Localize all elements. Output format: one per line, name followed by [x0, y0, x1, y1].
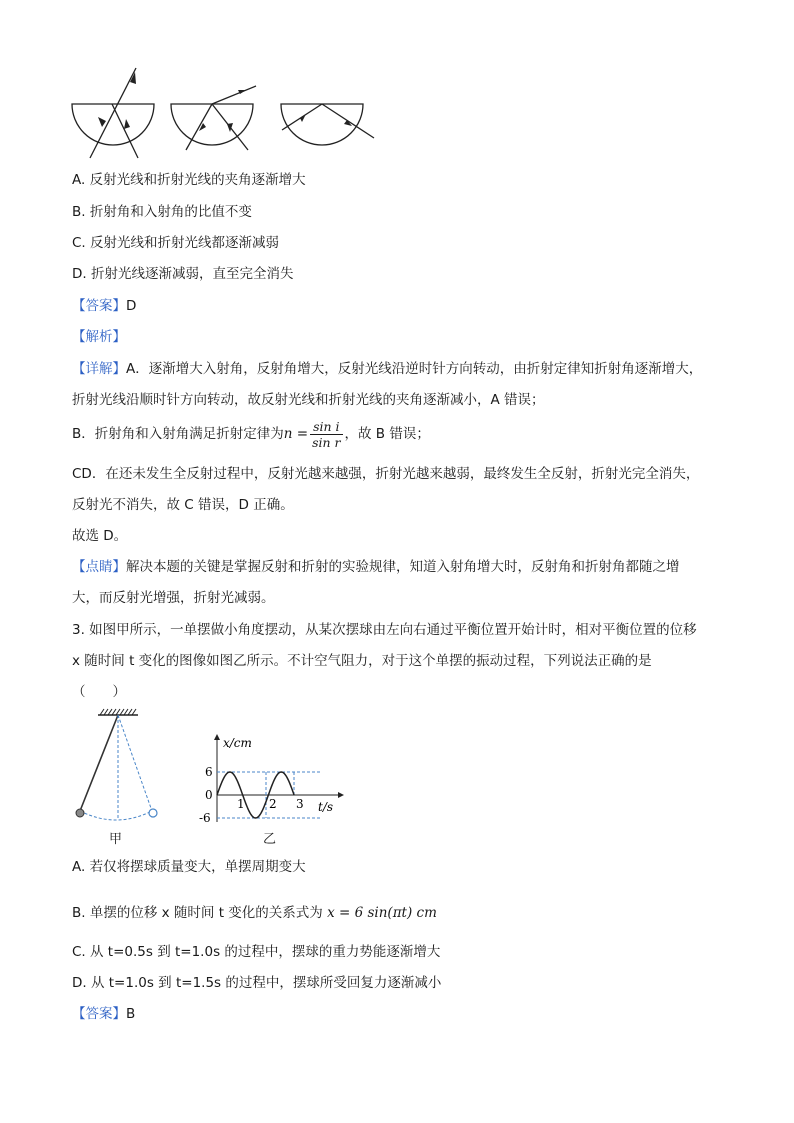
comment-text1: 解决本题的关键是掌握反射和折射的实验规律，知道入射角增大时，反射角和折射角都随之增	[126, 559, 680, 575]
answer-tag: 【答案】	[72, 298, 126, 314]
y-axis-label: x/cm	[223, 736, 252, 750]
pendulum-bob-ghost	[149, 809, 157, 817]
q3-answer-tag: 【答案】	[72, 1006, 126, 1022]
q3-option-a: A. 若仅将摆球质量变大，单摆周期变大	[72, 859, 306, 875]
y-tick-0: 0	[205, 788, 213, 802]
q3-option-d: D. 从 t=1.0s 到 t=1.5s 的过程中，摆球所受回复力逐渐减小	[72, 975, 442, 991]
formula-numerator: sin i	[310, 419, 342, 435]
x-tick-2: 2	[269, 797, 277, 811]
q3-stem-line1: 3. 如图甲所示，一单摆做小角度摆动，从某次摆球由左向右通过平衡位置开始计时，相对平衡位置的位移	[72, 622, 697, 638]
detail-tag: 【详解】	[72, 361, 126, 377]
option-a: A. 反射光线和折射光线的夹角逐渐增大	[72, 172, 306, 188]
option-d: D. 折射光线逐渐减弱，直至完全消失	[72, 266, 294, 282]
q3-option-c: C. 从 t=0.5s 到 t=1.0s 的过程中，摆球的重力势能逐渐增大	[72, 944, 441, 960]
analysis-tag: 【解析】	[72, 329, 126, 345]
q3-stem-line3: （ ）	[72, 684, 126, 700]
q3-option-b-formula: x = 6 sin(πt) cm	[327, 905, 437, 921]
semicircle-block-1	[72, 104, 154, 145]
detail-a-line2: 折射光线沿顺时针方向转动，故反射光线和折射光线的夹角逐渐减小，A 错误；	[72, 392, 545, 408]
option-c: C. 反射光线和折射光线都逐渐减弱	[72, 235, 280, 251]
q3-answer-value: B	[126, 1006, 136, 1022]
detail-b-suffix: ，故 B 错误；	[344, 426, 430, 442]
q3-option-b	[72, 903, 437, 923]
x-tick-1: 1	[237, 797, 245, 811]
q3-answer-line	[72, 1004, 135, 1024]
formula-denominator: sin r	[312, 434, 341, 450]
comment-tag: 【点睛】	[72, 559, 126, 575]
option-b: B. 折射角和入射角的比值不变	[72, 204, 252, 220]
detail-b-prefix: B．折射角和入射角满足折射定律为	[72, 426, 284, 442]
answer-value: D	[126, 298, 137, 314]
y-tick-6: 6	[205, 765, 213, 779]
x-tick-3: 3	[296, 797, 304, 811]
y-tick-neg6: -6	[199, 811, 211, 825]
detail-a-line1	[72, 359, 702, 379]
q3-stem-line2: x 随时间 t 变化的图像如图乙所示。不计空气阻力，对于这个单摆的振动过程，下列说法正确的是	[72, 653, 652, 669]
detail-a-text1: A．逐渐增大入射角，反射角增大，反射光线沿逆时针方向转动，由折射定律知折射角逐渐增大，	[126, 361, 703, 377]
detail-cd-line1: CD．在还未发生全反射过程中，反射光越来越强，折射光越来越弱，最终发生全反射，折射光完全消失，	[72, 466, 700, 482]
detail-cd-line2: 反射光不消失，故 C 错误，D 正确。	[72, 497, 294, 513]
formula-fraction	[310, 419, 342, 450]
displacement-time-graph	[190, 730, 350, 830]
pendulum-figure	[70, 706, 180, 856]
pendulum-bob	[76, 809, 84, 817]
semicircle-block-2	[171, 104, 253, 145]
comment-line1	[72, 557, 680, 577]
figure-jia-label: 甲	[109, 832, 123, 847]
conclusion: 故选 D。	[72, 528, 128, 544]
detail-b-line	[72, 414, 430, 454]
analysis-line	[72, 327, 126, 347]
formula-n: n =	[283, 426, 309, 442]
figure-yi-label: 乙	[263, 832, 277, 847]
answer-line	[72, 296, 136, 316]
q3-option-b-prefix: B. 单摆的位移 x 随时间 t 变化的关系式为	[72, 905, 323, 921]
comment-line2: 大，而反射光增强，折射光减弱。	[72, 590, 275, 606]
x-axis-label: t/s	[318, 800, 334, 814]
refraction-diagrams	[60, 60, 390, 170]
